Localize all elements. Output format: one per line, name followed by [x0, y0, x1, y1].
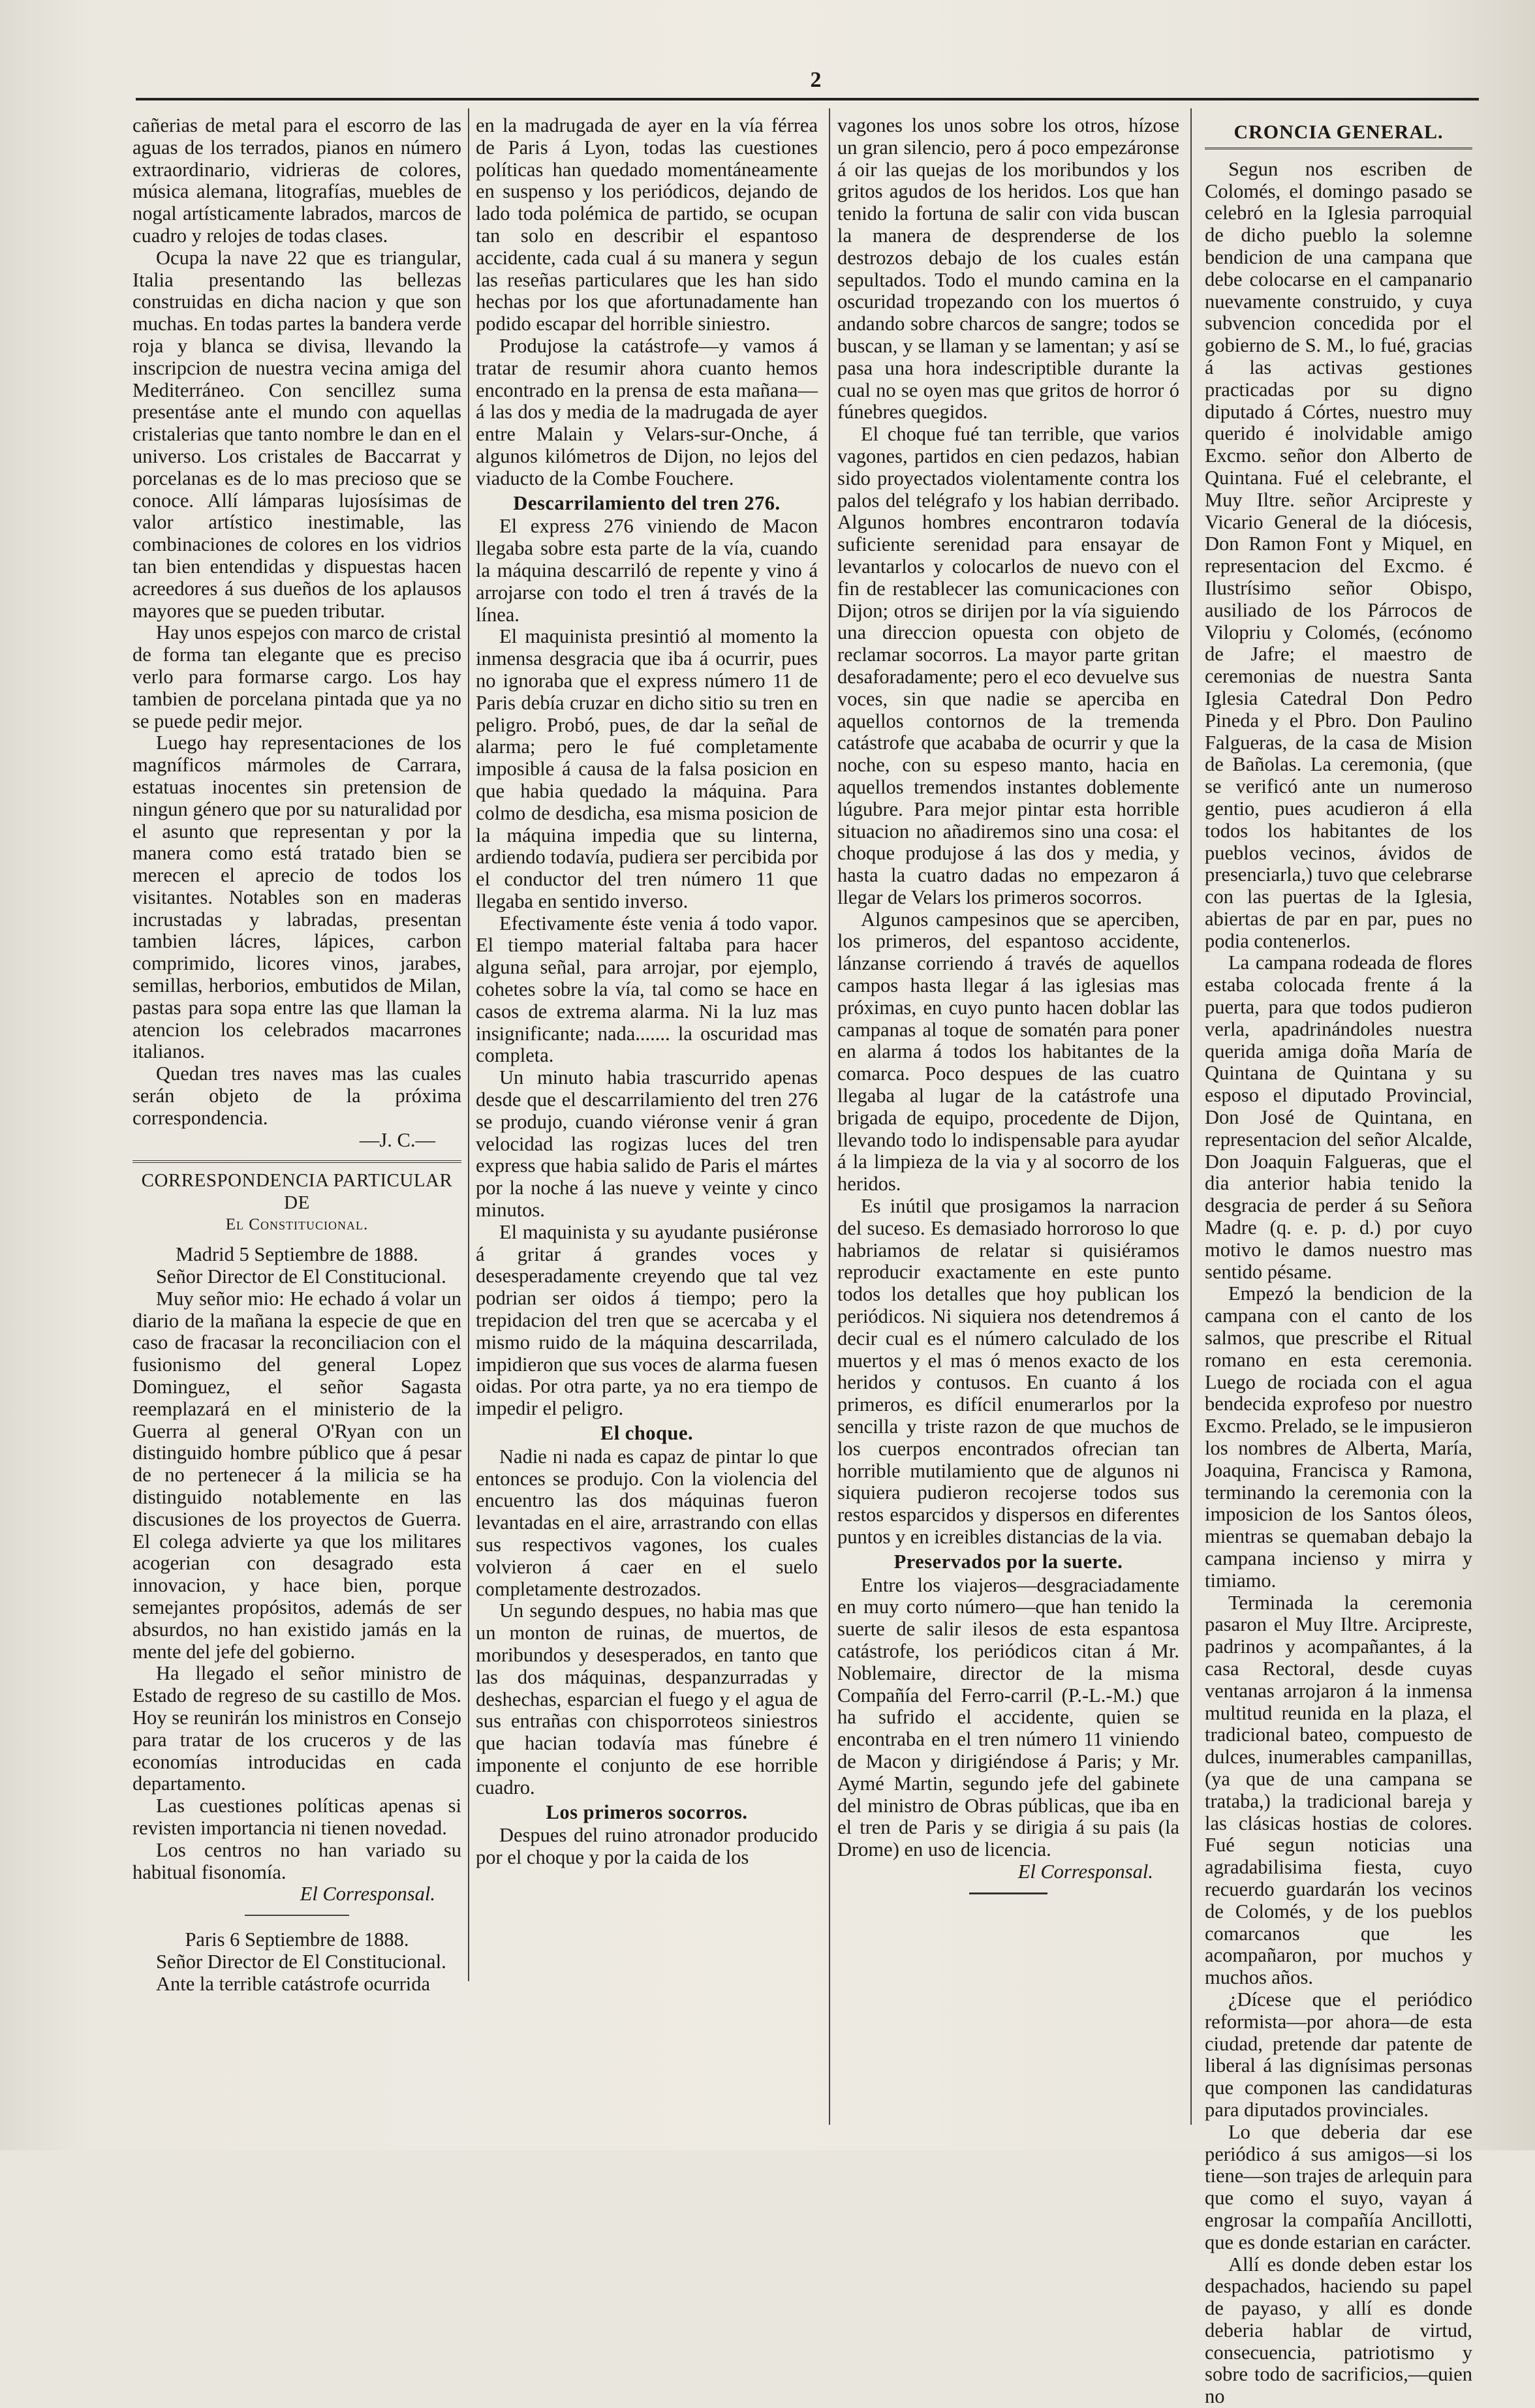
subheading: Los primeros socorros. — [476, 1802, 818, 1824]
article-signature: El Corresponsal. — [837, 1861, 1179, 1883]
paragraph: Terminada la ceremonia pasaron el Muy Iltre. Arcipreste, padrinos y acompañantes, á la casa Rectoral, desde cuyas ventanas arrojaron á la inmensa multitud reunida en la plaza, el tradicional bateo, compuesto de dulces, inumerables campanillas, (ya que de una campana se trataba,) la tradicional bareja y las clásicas hostias de colores. Fué segun noticias una agradabilisima fiesta, cuyo recuerdo guardarán los vecinos de Colomés, y de los pueblos comarcanos que les acompañaron, por muchos y muchos años. — [1205, 1592, 1472, 1989]
paragraph: Hay unos espejos con marco de cristal de forma tan elegante que es preciso verlo para formarse cargo. Los hay tambien de porcelana pintada que ya no se puede pedir mejor. — [132, 622, 461, 732]
correspondence-subtitle: El Constitucional. — [132, 1214, 461, 1236]
column-1 — [132, 115, 461, 2073]
paragraph: Las cuestiones políticas apenas si revisten importancia ni tienen novedad. — [132, 1795, 461, 1840]
paragraph: cañerias de metal para el escorro de las aguas de los terrados, pianos en número extraordinario, vidrieras de colores, música alemana, litografías, muebles de nogal artísticamente labrados, marcos de cuadro y relojes de todas clases. — [132, 115, 461, 247]
paragraph: Produjose la catástrofe—y vamos á tratar de resumir ahora cuanto hemos encontrado en la prensa de esta mañana—á las dos y media de la madrugada de ayer entre Malain y Velars-sur-Onche, á algunos kilómetros de Dijon, no lejos del viaducto de la Combe Fouchere. — [476, 335, 818, 490]
paragraph: Empezó la bendicion de la campana con el canto de los salmos, que prescribe el Ritual romano en esta ceremonia. Luego de rociada con el agua bendecida exprofeso por nuestro Excmo. Prelado, se le impusieron los nombres de Alberta, María, Joaquina, Francisca y Ramona, terminando la ceremonia con la imposicion de los Santos óleos, mientras se quemaban debajo la campana incienso y mirra y timiamo. — [1205, 1283, 1472, 1592]
paragraph: Allí es donde deben estar los despachados, haciendo su papel de payaso, y allí es donde deberia hablar de virtud, consecuencia, patriotismo y sobre todo de sacrificios,—quien no — [1205, 2254, 1472, 2408]
column-4 — [1205, 115, 1472, 2073]
header-rule — [136, 98, 1479, 100]
paragraph: El choque fué tan terrible, que varios vagones, partidos en cien pedazos, habian sido proyectados violentamente contra los palos del telégrafo y los habian derribado. Algunos hombres encontraron todavía suficiente serenidad para ensayar de levantarlos y colocarlos de nuevo con el fin de restablecer las comunicaciones con Dijon; otros se dirijen por la vía siguiendo una direccion opuesta con objeto de reclamar socorros. La mayor parte gritan desaforadamente; pero el eco devuelve sus voces, sin que nadie se aperciba en aquellos contornos de la tremenda catástrofe que acababa de ocurrir y que la noche, con su espeso manto, hacia en aquellos tremendos instantes doblemente lúgubre. Para mejor pintar esta horrible situacion no añadiremos sino una cosa: el choque produjose á las dos y media, y hasta la cuatro dadas no empezaron á llegar de Velars los primeros socorros. — [837, 424, 1179, 909]
subheading: Preservados por la suerte. — [837, 1551, 1179, 1573]
paragraph: Un segundo despues, no habia mas que un monton de ruinas, de muertos, de moribundos y desesperados, en tanto que las dos máquinas, despanzurradas y deshechas, esparcian el fuego y el agua de sus entrañas con chisporroteos siniestros que hacian todavía mas fúnebre é imponente el conjunto de ese horrible cuadro. — [476, 1600, 818, 1798]
divider — [969, 1892, 1047, 1894]
column-separator-2 — [829, 108, 830, 2125]
paris-salutation: Señor Director de El Constitucional. — [132, 1951, 461, 1973]
paragraph: vagones los unos sobre los otros, hízose un gran silencio, pero á poco empezáronse á oir las quejas de los moribundos y los gritos agudos de los heridos. Los que han tenido la fortuna de salir con vida buscan la manera de desprenderse de los destrozos debajo de los cuales están sepultados. Todo el mundo camina en la oscuridad tropezando con los muertos ó andando sobre charcos de sangre; todos se buscan, y se llaman y se lamentan; y así se pasa una hora indescriptible durante la cual no se oyen mas que gritos de horror ó fúnebres quegidos. — [837, 115, 1179, 424]
paris-dateline: Paris 6 Septiembre de 1888. — [132, 1929, 461, 1951]
paragraph: Algunos campesinos que se aperciben, los primeros, del espantoso accidente, lánzanse corriendo á través de aquellos campos hasta llegar á las iglesias mas próximas, en cuyo punto hacen doblar las campanas al toque de somatén para poner en alarma á todos los habitantes de la comarca. Poco despues de las cuatro llegaba al lugar de la catástrofe una brigada de equipo, procedente de Dijon, llevando todo lo indispensable para ayudar á la limpieza de la via y al socorro de los heridos. — [837, 909, 1179, 1196]
column-2 — [476, 115, 818, 2073]
paragraph: Es inútil que prosigamos la narracion del suceso. Es demasiado horroroso lo que habriamos de relatar si quisiéramos reproducir exactamente en este punto todos los detalles que hoy publican los periódicos. Ni siquiera nos detendremos á decir cual es el número calculado de los muertos y el mas ó menos exacto de los heridos y contusos. En cuanto á los primeros, es difícil enumerarlos por la sencilla y triste razon de que muchos de los cuerpos encontrados ofrecian tan horrible mutilamiento que de algunos ni siquiera pudieron recojerse todos sus restos esparcidos y dispersos en diferentes puntos y en icreibles distancias de la via. — [837, 1196, 1179, 1549]
paragraph: Nadie ni nada es capaz de pintar lo que entonces se produjo. Con la violencia del encuentro las dos máquinas fueron levantadas en el aire, arrastrando con ellas sus respectivos vagones, los cuales volvieron á caer en el suelo completamente destrozados. — [476, 1446, 818, 1601]
column-separator-1 — [468, 108, 469, 1981]
paragraph: Luego hay representaciones de los magníficos mármoles de Carrara, estatuas inocentes sin pretension de ningun género que por su naturalidad por el asunto que representan y por la manera como está tratado bien se merecen el aprecio de todos los visitantes. Notables son en maderas incrustadas y labradas, presentan tambien lácres, lápices, carbon comprimido, licores vinos, jarabes, semillas, herborios, embutidos de Milan, pastas para sopa entre las que llaman la atencion los celebrados macarrones italianos. — [132, 732, 461, 1063]
paragraph: El maquinista y su ayudante pusiéronse á gritar á grandes voces y desesperadamente creyendo que tal vez podrian ser oidos á tiempo; pero la trepidacion del tren que se acercaba y el mismo ruido de la máquina descarrilada, impidieron que sus voces de alarma fuesen oidas. Por otra parte, ya no era tiempo de impedir el peligro. — [476, 1222, 818, 1420]
subheading: El choque. — [476, 1423, 818, 1445]
madrid-dateline: Madrid 5 Septiembre de 1888. — [132, 1244, 461, 1266]
correspondence-title: CORRESPONDENCIA PARTICULAR DE — [132, 1160, 461, 1214]
paragraph: Lo que deberia dar ese periódico á sus amigos—si los tiene—son trajes de arlequin para que como el suyo, vayan á engrosar la compañía Ancillotti, que es donde estarian en carácter. — [1205, 2122, 1472, 2254]
paragraph: ¿Dícese que el periódico reformista—por ahora—de esta ciudad, pretende dar patente de liberal á las dignísimas personas que componen las candidaturas para diputados provinciales. — [1205, 1989, 1472, 2122]
paragraph: Muy señor mio: He echado á volar un diario de la mañana la especie de que en caso de fracasar la reconciliacion con el fusionismo del general Lopez Dominguez, el señor Sagasta reemplazará en el ministerio de la Guerra al general O'Ryan con un distinguido hombre público que á pesar de no pertenecer á la milicia se ha distinguido notablemente en las discusiones de los proyectos de Guerra. El colega advierte ya que los militares acogerian con desagrado esta innovacion, y hace bien, porque semejantes propósitos, además de ser absurdos, no han existido jamás en la mente del jefe del gobierno. — [132, 1288, 461, 1663]
subheading: Descarrilamiento del tren 276. — [476, 493, 818, 515]
paragraph: Un minuto habia trascurrido apenas desde que el descarrilamiento del tren 276 se produjo, cuando viéronse venir á gran velocidad las rogizas luces del tren express que habia salido de Paris el mártes por la noche á las nueve y veinte y cinco minutos. — [476, 1067, 818, 1222]
article-signature: —J. C.— — [132, 1130, 461, 1152]
paragraph: Efectivamente éste venia á todo vapor. El tiempo material faltaba para hacer alguna señal, para arrojar, por ejemplo, cohetes sobre la vía, tal como se hace en casos de extrema alarma. Ni la luz mas insignificante; nada....... la oscuridad mas completa. — [476, 913, 818, 1068]
paragraph: Ha llegado el señor ministro de Estado de regreso de su castillo de Mos. Hoy se reunirán los ministros en Consejo para tratar de los cruceros y de las economías introducidas en cada departamento. — [132, 1663, 461, 1795]
paragraph: Segun nos escriben de Colomés, el domingo pasado se celebró en la Iglesia parroquial de dicho pueblo la solemne bendicion de una campana que debe colocarse en el campanario nuevamente construido, y cuya subvencion concedida por el gobierno de S. M., lo fué, gracias á las activas gestiones practicadas por su digno diputado á Córtes, nuestro muy querido é inolvidable amigo Excmo. señor don Alberto de Quintana. Fué el celebrante, el Muy Iltre. señor Arcipreste y Vicario General de la diócesis, Don Ramon Font y Miquel, en representacion del Excmo. é Ilustrísimo señor Obispo, ausiliado de los Párrocos de Vilopriu y Colomés, (ecónomo de Jafre; el maestro de ceremonias de nuestra Santa Iglesia Catedral Don Pedro Pineda y el Pbro. Don Paulino Falgueras, de la casa de Mision de Bañolas. La ceremonia, (que se verificó ante un numeroso gentio, pues acudieron á ella todos los habitantes de los pueblos vecinos, ávidos de presenciarla,) tuvo que celebrarse con las puertas de la Iglesia, abiertas de par en par, pues no podia contenerlos. — [1205, 159, 1472, 953]
paragraph: Quedan tres naves mas las cuales serán objeto de la próxima correspondencia. — [132, 1063, 461, 1129]
madrid-signature: El Corresponsal. — [132, 1883, 461, 1906]
paragraph: Entre los viajeros—desgraciadamente en muy corto número—que han tenido la suerte de salir ilesos de esta espantosa catástrofe, los periódicos citan á Mr. Noblemaire, director de la misma Compañía del Ferro-carril (P.-L.-M.) que ha sufrido el accidente, quien se encontraba en el tren número 11 viniendo de Macon y dirigiéndose á Paris; y Mr. Aymé Martin, segundo jefe del gabinete del ministro de Obras públicas, que iba en el tren de Paris y se dirigia á su pais (la Drome) en uso de licencia. — [837, 1575, 1179, 1861]
column-3 — [837, 115, 1179, 2073]
section-title: CRONCIA GENERAL. — [1205, 121, 1472, 149]
madrid-salutation: Señor Director de El Constitucional. — [132, 1266, 461, 1288]
paragraph: Ocupa la nave 22 que es triangular, Italia presentando las bellezas construidas en dicha nacion y que son muchas. En todas partes la bandera verde roja y blanca se divisa, llevando la inscripcion de nuestra vecina amiga del Mediterráneo. Con sencillez suma presentáse ante el mundo con aquellas cristalerias que tanto nombre le dan en el universo. Los cristales de Baccarrat y porcelanas es de lo mas precioso que se conoce. Allí lámparas lujosísimas de valor artístico inestimable, las combinaciones de colores en los vidrios tan bien entendidas y dispuestas hacen acreedores á sus dueños de los aplausos mayores que se pueden tributar. — [132, 247, 461, 623]
paragraph: El maquinista presintió al momento la inmensa desgracia que iba á ocurrir, pues no ignoraba que el express número 11 de Paris debía cruzar en dicho sitio su tren en peligro. Probó, pues, de dar la señal de alarma; pero le fué completamente imposible á causa de la falsa posicion en que habia quedado la máquina. Para colmo de desdicha, esa misma posicion de la máquina impedia que su linterna, ardiendo todavía, pudiera ser percibida por el conductor del tren número 11 que llegaba en sentido inverso. — [476, 626, 818, 912]
divider — [245, 1915, 349, 1916]
paragraph: Ante la terrible catástrofe ocurrida — [132, 1973, 461, 1996]
paragraph: La campana rodeada de flores estaba colocada frente á la puerta, para que todos pudieron verla, apadrinándoles nuestra querida amiga doña María de Quintana de Quintana y su esposo el diputado Provincial, Don José de Quintana, en representacion del señor Alcalde, Don Joaquin Falgueras, que el dia anterior habia tenido la desgracia de perder á su Señora Madre (q. e. p. d.) por cuyo motivo le damos nuestro mas sentido pésame. — [1205, 952, 1472, 1283]
page-number: 2 — [796, 68, 835, 93]
paragraph: Despues del ruino atronador producido por el choque y por la caida de los — [476, 1825, 818, 1869]
column-separator-3 — [1190, 108, 1192, 2125]
paragraph: en la madrugada de ayer en la vía férrea de Paris á Lyon, todas las cuestiones políticas han quedado momentáneamente en suspenso y los periódicos, dejando de lado toda polémica de partido, se ocupan tan solo en describir el espantoso accidente, cada cual á su manera y segun las reseñas particulares que les han sido hechas por los que afortunadamente han podido escapar del horrible siniestro. — [476, 115, 818, 335]
paragraph: El express 276 viniendo de Macon llegaba sobre esta parte de la vía, cuando la máquina descarriló de repente y vino á arrojarse con todo el tren á través de la línea. — [476, 516, 818, 626]
paragraph: Los centros no han variado su habitual fisonomía. — [132, 1840, 461, 1884]
